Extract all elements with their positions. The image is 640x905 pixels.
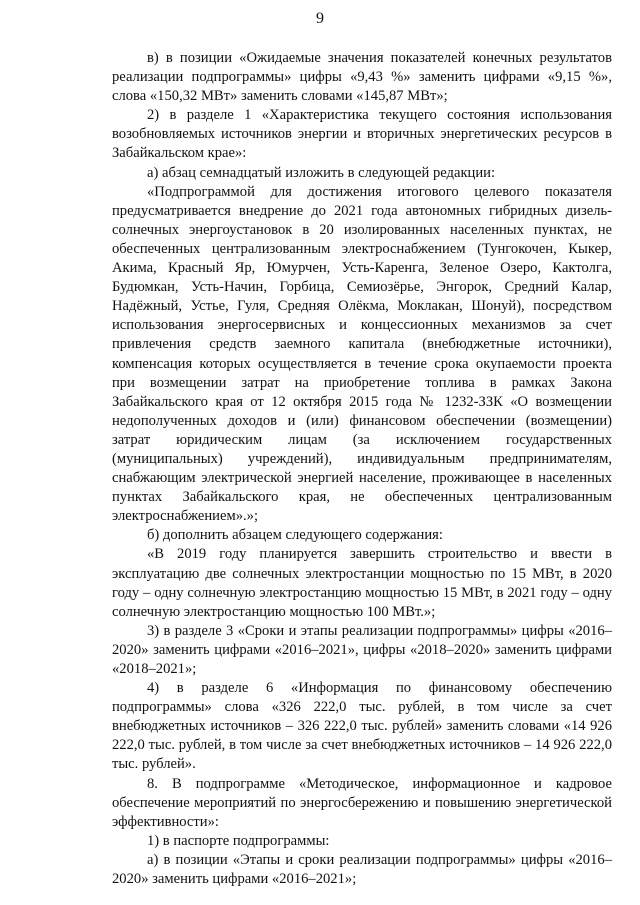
paragraph-section-3: 3) в разделе 3 «Сроки и этапы реализации подпрограммы» цифры «2016–2020» заменить цифрами «2016–2021», цифры «2018–2020» заменить цифрами «2018–2021»; xyxy=(112,622,612,677)
paragraph-item-b: б) дополнить абзацем следующего содержания: xyxy=(147,527,443,544)
paragraph-point-8: 8. В подпрограмме «Методическое, информационное и кадровое обеспечение мероприятий по энергосбережению и повышению энергетической эффективности»: xyxy=(112,775,612,830)
document-body xyxy=(112,49,612,889)
paragraph-quoted-addition: «В 2019 году планируется завершить строительство и ввести в эксплуатацию две солнечных электростанции мощностью по 15 МВт, в 2020 году – одну солнечную электростанцию мощностью 15 МВт, в 2021 году – одну солнечную электростанцию мощностью 100 МВт.»; xyxy=(112,546,612,620)
page-number: 9 xyxy=(316,10,324,27)
paragraph-section-1: 2) в разделе 1 «Характеристика текущего состояния использования возобновляемых источников энергии и вторичных энергетических ресурсов в Забайкальском крае»: xyxy=(112,107,612,162)
paragraph-quoted-text: «Подпрограммой для достижения итогового целевого показателя предусматривается внедрение до 2021 года автономных гибридных дизель-солнечных энергоустановок в 20 изолированных населенных пунктах, не обеспеченных централизованным электроснабжением (Тунгокочен, Кыкер, Акима, Красный Яр, Юмурчен, Усть-Каренга, Зеленое Озеро, Кактолга, Будюмкан, Усть-Начин, Горбица, Семиозёрье, Энгорок, Средний Калар, Надёжный, Устье, Гуля, Средняя Олёкма, Моклакан, Шонуй), посредством использования энергосервисных и концессионных механизмов за счет привлечения средств заемного капитала (внебюджетные источники), компенсация которых осуществляется в течение срока окупаемости проекта при возмещении затрат на приобретение топлива в рамках Закона Забайкальского края от 12 октября 2015 года № 1232-ЗЗК «О возмещении недополученных доходов и (или) финансовом обеспечении (возмещении) затрат юридическим лицам (за исключением государственных (муниципальных) учреждений), индивидуальным предпринимателям, снабжающим электрической энергией население, проживающее в населенных пунктах Забайкальского края, не обеспеченных централизованным электроснабжением».»; xyxy=(112,183,612,525)
paragraph-section-6: 4) в разделе 6 «Информация по финансовому обеспечению подпрограммы» слова «326 222,0 тыс. рублей, в том числе за счет внебюджетных источников – 326 222,0 тыс. рублей» заменить словами «14 926 222,0 тыс. рублей, в том числе за счет внебюджетных источников – 14 926 222,0 тыс. рублей». xyxy=(112,680,612,773)
paragraph-item-v: в) в позиции «Ожидаемые значения показателей конечных результатов реализации подпрограммы» цифры «9,43 %» заменить цифрами «9,15 %», слова «150,32 МВт» заменить словами «145,87 МВт»; xyxy=(112,50,612,105)
paragraph-passport: 1) в паспорте подпрограммы: xyxy=(147,832,330,849)
paragraph-item-a: а) абзац семнадцатый изложить в следующей редакции: xyxy=(147,164,496,181)
paragraph-stages: а) в позиции «Этапы и сроки реализации подпрограммы» цифры «2016–2020» заменить цифрами «2016–2021»; xyxy=(112,851,612,888)
